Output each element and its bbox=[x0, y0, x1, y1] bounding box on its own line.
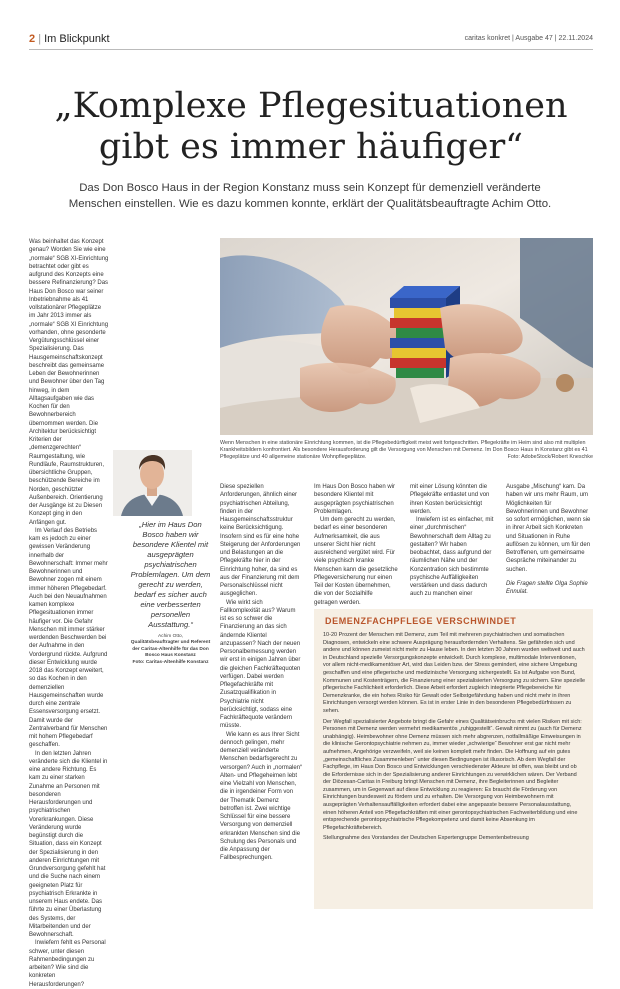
lead-paragraph bbox=[60, 180, 560, 212]
article-column-4 bbox=[410, 483, 494, 596]
col1-paragraph-1: Was beinhaltet das Konzept genau? Worden Sie wie eine „normale“ SGB XI-Einrichtung betrachtet oder gibt es aufgrund des Konzepts eine bessere Refinanzierung? Das Haus Don Bosco war seiner Inbetriebnahme als 41 vollstationärer Pflegeplätze im Jahr 2013 immer als „normale“ SGB XI Einrichtung vorhanden, ohne gesonderte Vergütungsschlüssel einer Spezialisierung. Das Hausgemeinschaftskonzept beschreibt das gemeinsame Leben der Bewohnerinnen und Bewohner über den Tag hinweg, in dem Alltagsaufgaben wie das Kochen für den Bewohnerbereich übernommen werden. Die Architektur berücksichtigt Kriterien der „demenzgerechten“ Raumgestaltung, wie Rundläufe, Raumstrukturen, übersichtliche Gruppen, beschützende Bereiche im Norden, geschützter Außenbereich. Orientierung der Ausgänge ist zu Diesen Konzept ging in den Anfängen gut. bbox=[29, 239, 109, 526]
col5-paragraph-1: Ausgabe „Mischung“ kam. Da haben wir uns mehr Raum, um Möglichkeiten für Bewohnerinnen und Bewohner so sofort ermöglichen, wenn sie in ihrer Arbeit sich Konkreten und Situationen in Ruhe auflösen zu können, um für den Betroffenen, um gemeinsame Gespräche miteinander zu suchen. bbox=[506, 484, 591, 573]
quote-role: Qualitätsbeauftragter und Referent der Caritas-Altenhilfe für das Don Bosco Haus Konstanz bbox=[130, 640, 211, 659]
info-box-paragraph-2: Der Wegfall spezialisierter Angebote bringt die Gefahr eines Qualitätseinbruchs mit vielen Risiken mit sich: Personen mit Demenz werden vermehrt medikamentös „ruhiggestellt“. Gewalt nimmt zu (auch für Demenz unabhängig). Heimbewohner ohne Demenz müssen sich mehr abgrenzen, notfallmäßige Einweisungen in die klinische Gerontopsychiatrie nehmen zu, immer wieder „schwierige“ Bewohner erst gar nicht mehr aufnehmen, Angehörige verzweifeln, weil sie keinen komplett mehr finden. Die Hoffnung auf ein gutes „gemeinschaftliches Zusammenleben“ unter diesen Bedingungen ist illusorisch. Ab dem Wegfall der Fachpflege, im Haus Don Bosco und Entwicklungen verschiedenster Akteure ist offen, was bleibt und ob die Erfordernisse sich in der Spezialisierung anderer Einrichtungen zu verwirklichen wären. Der Verband der Diözesan-Caritas in Freiburg bringt Menschen mit Demenz, ihre Begleiterinnen und Begleiter zusammen, um in Gegenwart auf diese Entwicklung zu reagieren: Es braucht die Förderung von Einrichtungen bundesweit zu fördern und zu erhalten. Die Versorgung von Heimbewohnern mit ausgeprägten Verhaltensauffälligkeiten erfordert dabei eine angepasste bessere Personalausstattung, einen höheren Anteil von Pflegefachkräften mit einer gerontopsychiatrischen Fachweiterbildung und eine entsprechende gerontopsychiatrische Pflegekompetenz und damit keine Absenkung im Pflegefachkräftebereich. bbox=[323, 718, 582, 831]
article-column-1 bbox=[29, 238, 109, 988]
page-number-value: 2 bbox=[29, 33, 36, 45]
info-box-text bbox=[323, 632, 585, 846]
info-box-source: Stellungnahme des Vorstandes der Deutschen Expertengruppe Dementenbetreuung bbox=[323, 835, 529, 842]
col5-interviewer-credit: Die Fragen stellte Olga Sophie Ennulat. bbox=[506, 580, 588, 595]
article-photo bbox=[220, 238, 593, 435]
col3-paragraph-1: Im Haus Don Bosco haben wir besondere Klientel mit ausgeprägten psychiatrischen Problemlagen. bbox=[314, 484, 396, 515]
page-number: 2 | Im Blickpunkt bbox=[29, 33, 110, 45]
col2-paragraph-3: Wie kann es aus Ihrer Sicht dennoch gelingen, mehr demenziell veränderte Menschen bedarfsgerecht zu versorgen? Auch in „normalen“ Alten- und Pflegeheimen lebt eine Vielzahl von Menschen, die in irgendeiner Form von der Thematik Demenz betroffen ist. Zwei wichtige Schlüssel für eine bessere Versorgung von demenziell erkrankten Menschen sind die Schulung des Personals und die Anpassung der Fallbesprechungen. bbox=[220, 731, 303, 862]
col2-paragraph-2: Wie wirkt sich Fallkomplexität aus? Warum ist es so schwer die Finanzierung an das sich ändernde Klientel anzupassen? Nach der neuen Personalbemessung werden wir erst in einigen Jahren über die gleichen Fachkräftequoten verfügen. Dabei werden Pflegefachkräfte mit Zusatzqualifikation in Psychiatrie nicht berücksichtigt, sodass eine Fachkräftequote verändern müsste. bbox=[220, 599, 301, 730]
pull-quote: „Hier im Haus Don Bosco haben wir besondere Klientel mit ausgeprägten psychiatrischen Problemlagen. Um dem gerecht zu werden, bedarf es sicher auch eine verbesserten personellen Ausstattung.“ bbox=[130, 520, 211, 629]
quote-attribution bbox=[128, 634, 213, 666]
quote-photo-credit: Foto: Caritas-Altenhilfe Konstanz bbox=[132, 659, 209, 665]
col1-paragraph-3: In den letzten Jahren veränderte sich die Klientel in eine andere Richtung. Es kam zu einer starken Zunahme an Personen mit besonderen Herausforderungen und psychiatrischen Vorerkrankungen. Diese Veränderung wurde begünstigt durch die Situation, dass ein Konzept der Spezialisierung in den anderen Einrichtungen mit Grundversorgung gefehlt hat und die Suche nach einem geeigneten Platz für psychiatrisch Erkrankte in unserem Haus endete. Das führte zu einer Überlastung des Systems, der Mitarbeitenden und der Bewohnerschaft. bbox=[29, 750, 108, 938]
photo-caption bbox=[220, 440, 593, 462]
article-column-2 bbox=[220, 483, 303, 888]
col2-paragraph-1: Diese speziellen Anforderungen, ähnlich einer psychiatrischen Abteilung, finden in der Hausgemeinschaftsstruktur keine Berücksichtigung. Insofern sind es für eine hohe Steigerung der Anforderungen und Belastungen an die Pflegekräfte hier in der Einrichtung hoher, da sind es aus der Finanzierung mit dem Personalschlüssel nicht ausgeglichen. bbox=[220, 484, 301, 598]
col4-paragraph-1: mit einer Lösung könnten die Pflegekräfte entlastet und von ihren Kosten berücksichtigt werden. bbox=[410, 484, 490, 515]
running-head: caritas konkret | Ausgabe 47 | 22.11.2024 bbox=[464, 35, 593, 42]
headline-line-2: gibt es immer häufiger“ bbox=[98, 127, 524, 167]
col4-paragraph-2: Inwiefern ist es einfacher, mit einer „durchmischen“ Bewohnerschaft dem Alltag zu gestalten? Wir haben beobachtet, dass aufgrund der räumlichen Nähe und der Konzentration sich bestimmte psychische Auffälligkeiten verstärken und dass dadurch auch zu manchen einer bbox=[410, 517, 494, 598]
header-rule bbox=[29, 49, 593, 50]
info-box-title: DEMENZFACHPFLEGE VERSCHWINDET bbox=[325, 616, 517, 626]
quote-name: Achim Otto, bbox=[157, 634, 184, 639]
lead-line-1: Das Don Bosco Haus in der Region Konstanz muss sein Konzept für demenziell veränderte bbox=[79, 182, 541, 194]
photo-credit: Foto: AdobeStock/Robert Kneschke bbox=[507, 454, 593, 461]
person-portrait-image bbox=[113, 450, 192, 516]
portrait-photo bbox=[113, 450, 192, 516]
col3-paragraph-2: Um dem gerecht zu werden, bedarf es einer besonderen Aufmerksamkeit, die aus unserer Sicht hier nicht ausreichend vergütet wird. Für viele psychisch kranke Menschen kann die gesetzliche Pflegeversicherung nur einen Teil der Kosten übernehmen, die von der Sozialhilfe getragen werden. bbox=[314, 517, 398, 606]
col1-paragraph-2: Im Verlauf des Betriebs kam es jedoch zu einer gewissen Veränderung innerhalb der Bewohnerschaft: Immer mehr Bewohnerinnen und Bewohner zogen mit einem immer höheren Pflegebedarf. Auch bei den Neuaufnahmen kamen komplexe Pflegesituationen immer häufiger vor. Die Gefahr Menschen mit immer stärker werdenden Beschwerden bei der Aufnahme in den Vordergrund rückte. Aufgrund dieser Entwicklung wurde 2018 das Konzept erweitert, so das Kochen in den demenziellen Hausgemeinschaften wurde durch eine zentrale Essensversorgung ersetzt. Damit wurde der Zentralverband für Menschen mit hohem Pflegebedarf geschaffen. bbox=[29, 527, 108, 749]
headline-line-1: „Komplexe Pflegesituationen bbox=[54, 86, 568, 126]
col1-paragraph-4: Inwiefern fehlt es Personal schwer, unter diesen Rahmenbedingungen zu arbeiten? Wie sind die konkreten Herausforderungen? bbox=[29, 940, 106, 988]
article-column-3 bbox=[314, 483, 398, 606]
hands-building-blocks-photo bbox=[220, 238, 593, 435]
section-label: Im Blickpunkt bbox=[44, 33, 110, 45]
lead-line-2: Menschen einstellen. Wie es dazu kommen konnte, erklärt der Qualitätsbeauftragte Achim Otto. bbox=[68, 198, 552, 210]
article-column-5 bbox=[506, 483, 593, 596]
headline bbox=[29, 86, 593, 168]
photo-caption-text: Wenn Menschen in eine stationäre Einrichtung kommen, ist die Pflegebedürftigkeit meist weit fortgeschritten. Pflegekräfte im Heim sind also mit multiplen Krankheitsbildern konfrontiert. Als besondere Herausforderung gilt die Versorgung von Menschen mit Demenz. Im Don Bosco Haus in Konstanz gibt es 41 Pflegeplätze und 40 allgemeine stationäre Wohnpflegeplätze. bbox=[220, 440, 588, 461]
info-box-paragraph-1: 10-20 Prozent der Menschen mit Demenz, zum Teil mit mehreren psychiatrischen und somatischen Diagnosen, entwickeln eine schwere Ausprägung herausfordernden Verhaltens. Sie gefährden sich und andere und können zumeist nicht mehr zu Hause leben. In den letzten 30 Jahren wurden weltweit und auch in Deutschland spezielle Versorgungskonzepte entwickelt. Durch komplexe, multimodale Interventionen, vor allem nicht-medikamentöser Art, wird das Leiden bzw. der Stress gemindert, eine sichere Umgebung geschaffen und eine pflegerische und medizinische Versorgung sichergestellt. Es ist Aufgabe von Bund, Kommunen und Kostenträgern, die Finanzierung einer spezialisierten Versorgung zu sichern. Eine spezielle pflegerische Fachlichkeit erforderlich. Diese Arbeit erfordert zugleich integrierte Pflegebereiche für Demenzkranke, die ein hohes Risiko für Gewalt oder Selbstgefährdung haben und nicht mehr in ihren Einrichtungen versorgt werden können. Es ist in erster Linie in den besonderen Pflegebedürfnissen zu sehen. bbox=[323, 632, 586, 714]
